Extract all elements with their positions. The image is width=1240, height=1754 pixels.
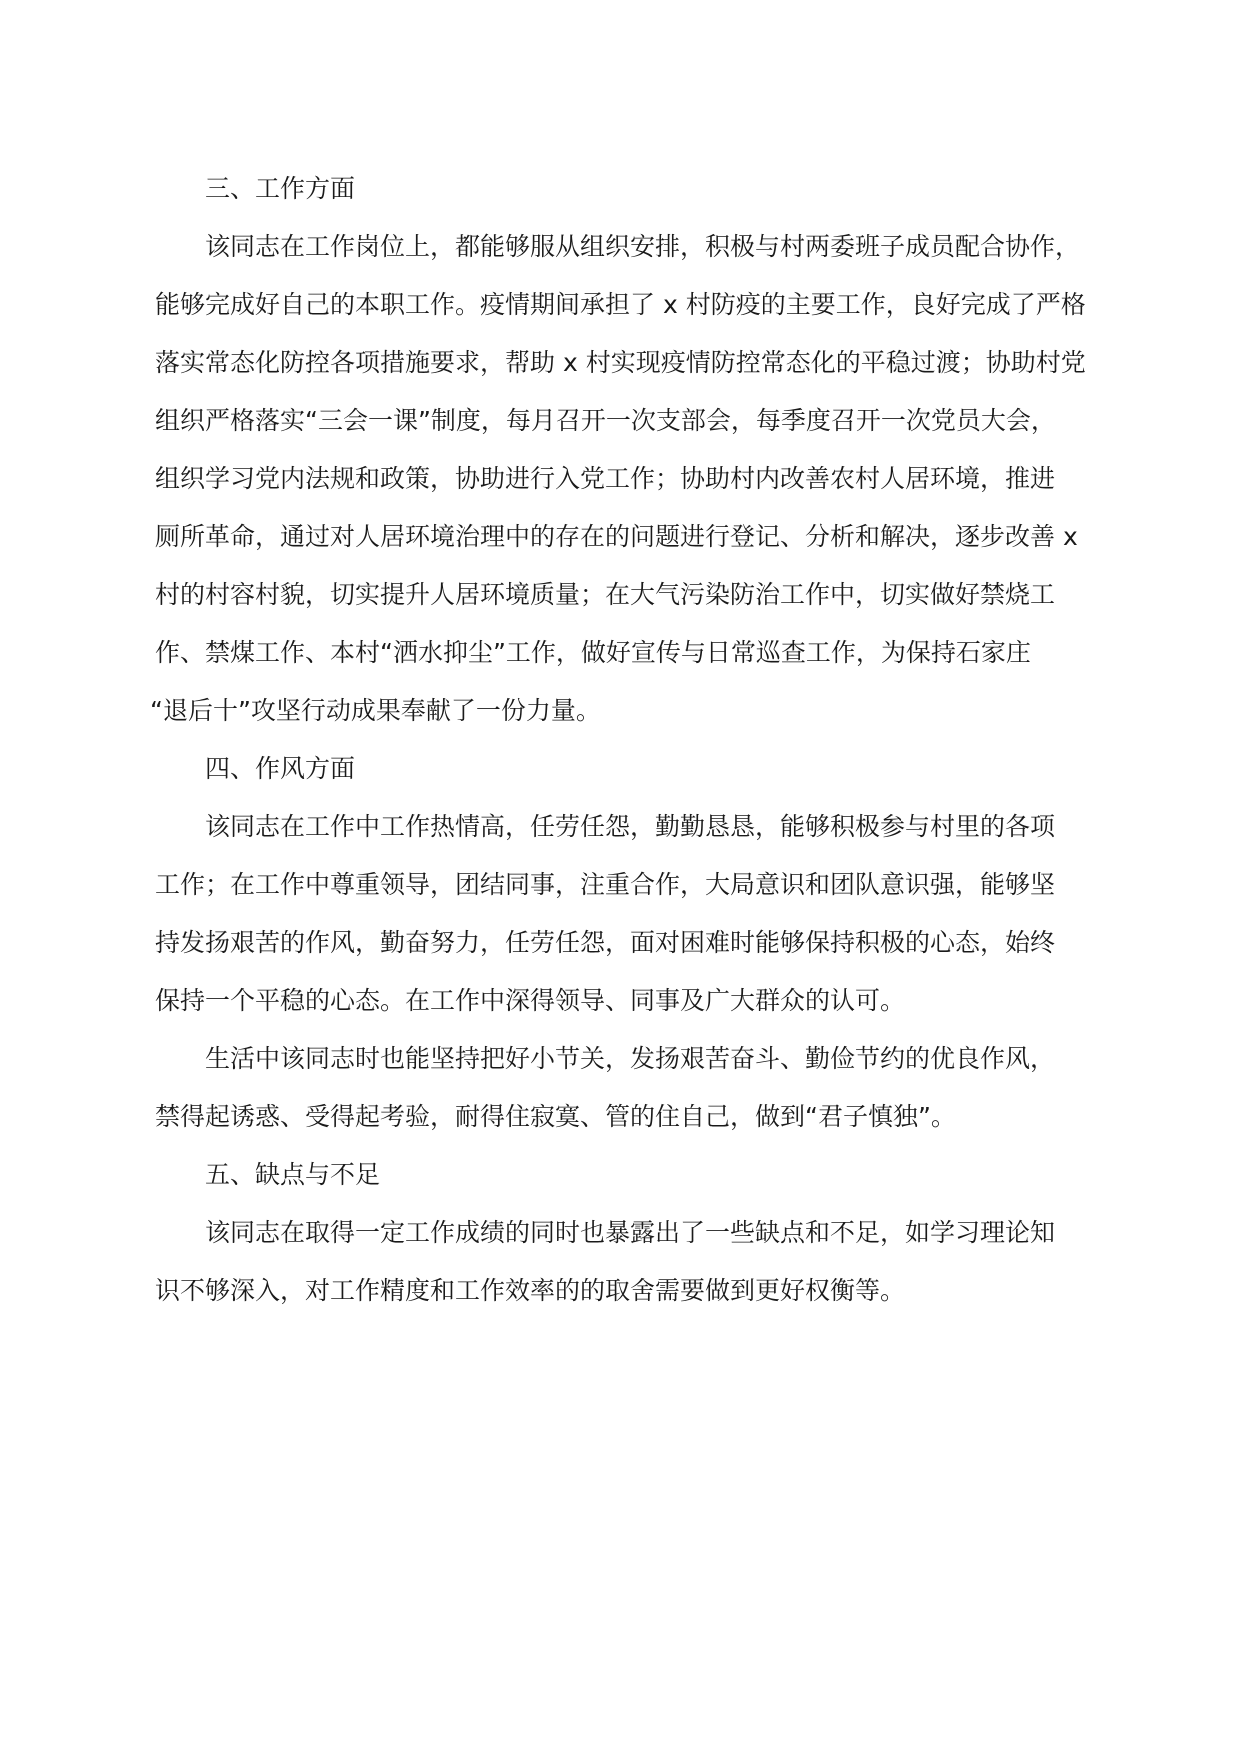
paragraph-line: 组织严格落实“三会一课”制度，每月召开一次支部会，每季度召开一次党员大会， [155, 406, 1056, 435]
section-heading: 四、作风方面 [205, 754, 356, 783]
paragraph-line: 厕所革命，通过对人居环境治理中的存在的问题进行登记、分析和解决，逐步改善 x [155, 522, 1078, 551]
paragraph-line: 该同志在取得一定工作成绩的同时也暴露出了一些缺点和不足，如学习理论知 [205, 1218, 1056, 1247]
paragraph-line: 保持一个平稳的心态。在工作中深得领导、同事及广大群众的认可。 [155, 986, 906, 1015]
section-heading: 五、缺点与不足 [205, 1160, 381, 1189]
section-heading: 三、工作方面 [205, 174, 356, 203]
paragraph-line: 落实常态化防控各项措施要求，帮助 x 村实现疫情防控常态化的平稳过渡；协助村党 [155, 348, 1086, 377]
paragraph-line: 作、禁煤工作、本村“洒水抑尘”工作，做好宣传与日常巡查工作，为保持石家庄 [155, 638, 1031, 667]
paragraph-line: 禁得起诱惑、受得起考验，耐得住寂寞、管的住自己，做到“君子慎独”。 [155, 1102, 956, 1131]
paragraph-line: 持发扬艰苦的作风，勤奋努力，任劳任怨，面对困难时能够保持积极的心态，始终 [155, 928, 1056, 957]
paragraph-line: “退后十”攻坚行动成果奉献了一份力量。 [150, 696, 601, 725]
paragraph-line: 工作；在工作中尊重领导，团结同事，注重合作，大局意识和团队意识强，能够坚 [155, 870, 1056, 899]
paragraph-line: 该同志在工作岗位上，都能够服从组织安排，积极与村两委班子成员配合协作， [205, 232, 1081, 261]
paragraph-line: 识不够深入，对工作精度和工作效率的的取舍需要做到更好权衡等。 [155, 1276, 906, 1305]
paragraph-line: 生活中该同志时也能坚持把好小节关，发扬艰苦奋斗、勤俭节约的优良作风， [205, 1044, 1056, 1073]
paragraph-line: 组织学习党内法规和政策，协助进行入党工作；协助村内改善农村人居环境，推进 [155, 464, 1056, 493]
paragraph-line: 该同志在工作中工作热情高，任劳任怨，勤勤恳恳，能够积极参与村里的各项 [205, 812, 1056, 841]
paragraph-line: 能够完成好自己的本职工作。疫情期间承担了 x 村防疫的主要工作，良好完成了严格 [155, 290, 1086, 319]
paragraph-line: 村的村容村貌，切实提升人居环境质量；在大气污染防治工作中，切实做好禁烧工 [155, 580, 1056, 609]
